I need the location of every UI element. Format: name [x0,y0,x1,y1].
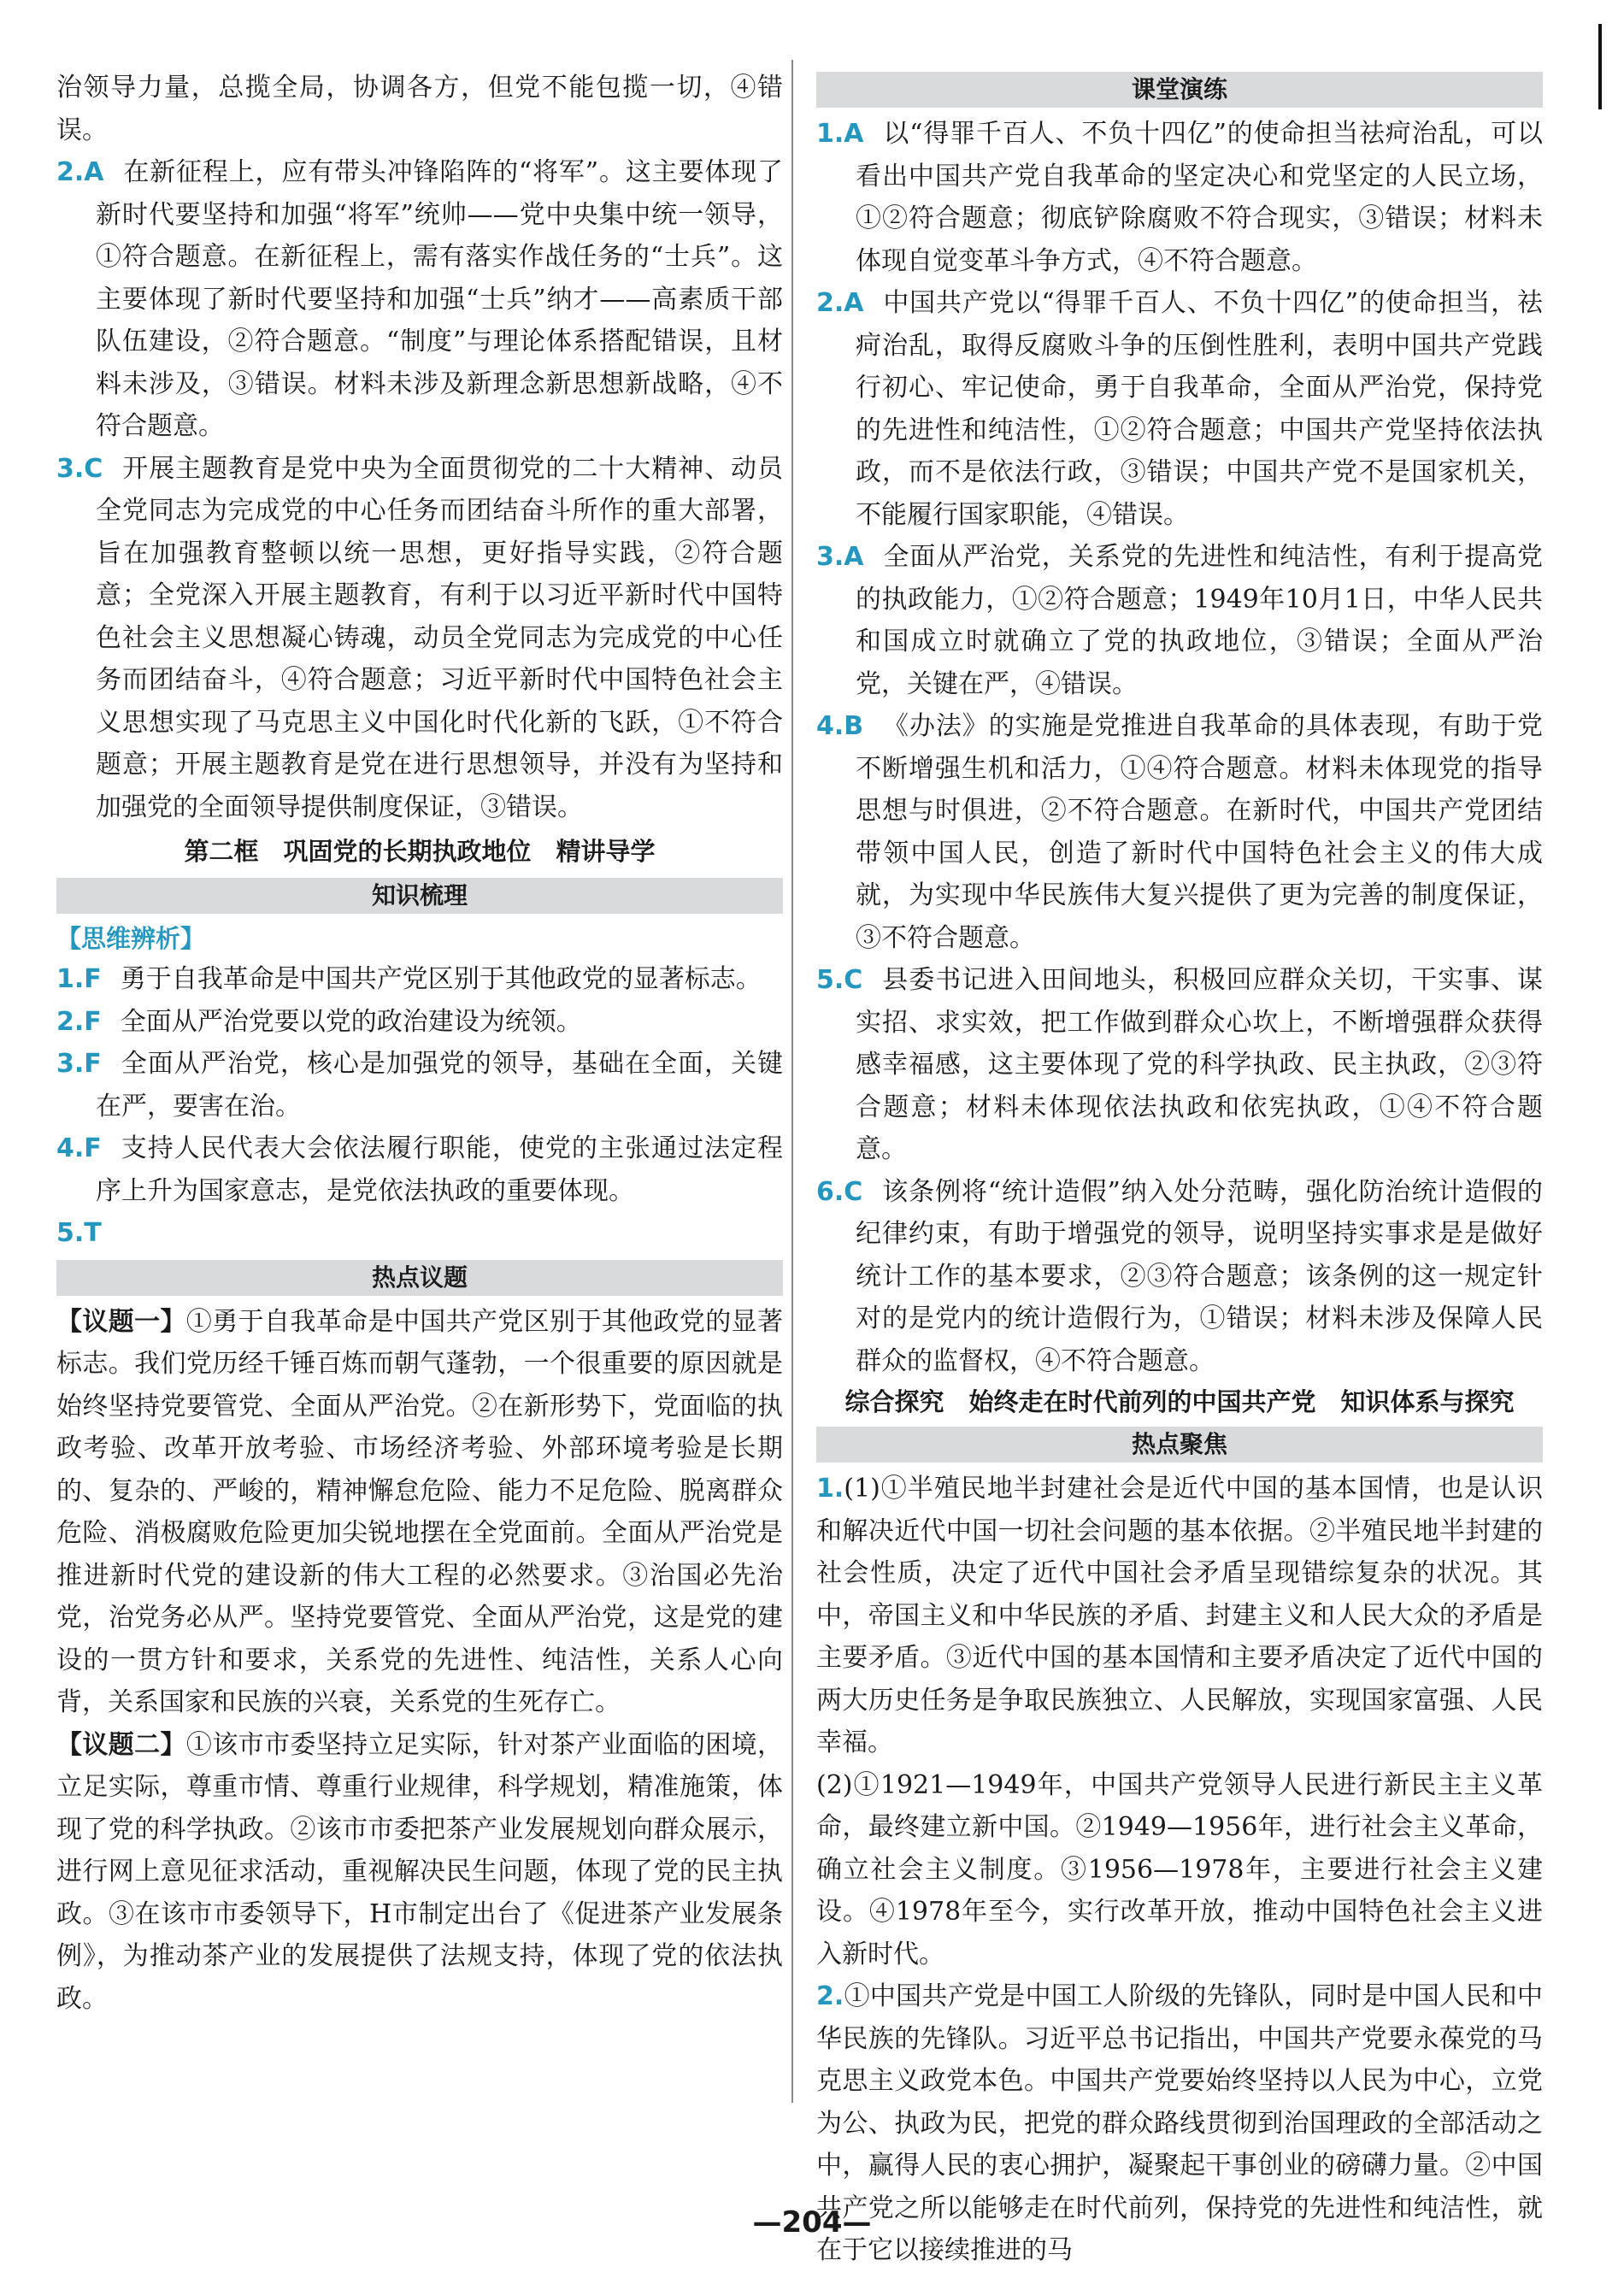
answer-item: 6.C 该条例将“统计造假”纳入处分范畴，强化防治统计造假的纪律约束，有助于增强党的领导，说明坚持实事求是是做好统计工作的基本要求，②③符合题意；该条例的这一规定针对的是党内的统计造假行为，①错误；材料未涉及保障人民群众的监督权，④不符合题意。 [816,1176,1543,1376]
judgment-item: 2.F 全面从严治党要以党的政治建设为统领。 [56,1006,582,1037]
section-bar-hot-focus: 热点聚焦 [816,1427,1543,1463]
answer-item: 3.A 全面从严治党，关系党的先进性和纯洁性，有利于提高党的执政能力，①②符合题意；1949年10月1日，中华人民共和国成立时就确立了党的执政地位，③错误；全面从严治党，关键在严，④错误。 [816,542,1543,699]
left-answers-1 [56,151,783,828]
section-title: 第二框 巩固党的长期执政地位 精讲导学 [184,837,656,866]
answer-item: 1.A 以“得罪千百人、不负十四亿”的使命担当祛疴治乱，可以看出中国共产党自我革命的坚定决心和党坚定的人民立场，①②符合题意；彻底铲除腐败不符合现实，③错误；材料未体现自觉变革斗争方式，④不符合题意。 [816,119,1543,276]
answer-item: 5.C 县委书记进入田间地头，积极回应群众关切，干实事、谋实招、求实效，把工作做到群众心坎上，不断增强群众获得感幸福感，这主要体现了党的科学执政、民主执政，②③符合题意；材料未体现依法执政和依宪执政，①④不符合题意。 [816,965,1543,1164]
section-title-comprehensive: 综合探究 始终走在时代前列的中国共产党 知识体系与探究 [844,1387,1515,1416]
right-answers [816,113,1543,1382]
judgment-item: 3.F 全面从严治党，核心是加强党的领导，基础在全面，关键在严，要害在治。 [56,1049,783,1121]
sub-label-thinking: 【思维辨析】 [56,924,206,953]
question-two: 2.①中国共产党是中国工人阶级的先锋队，同时是中国人民和中华民族的先锋队。习近平总书记指出，中国共产党要永葆党的马克思主义政党本色。中国共产党要始终坚持以人民为中心，立党为公、执政为民，把党的群众路线贯彻到治国理政的全部活动之中，赢得人民的衷心拥护，凝聚起干事创业的磅礴力量。②中国共产党之所以能够走在时代前列，保持党的先进性和纯洁性，就在于它以接续推进的马 [816,1981,1543,2265]
section-bar-classroom-practice: 课堂演练 [816,72,1543,108]
answer-item: 3.C 开展主题教育是党中央为全面贯彻党的二十大精神、动员全党同志为完成党的中心任务而团结奋斗所作的重大部署，旨在加强教育整顿以统一思想，更好指导实践，②符合题意；全党深入开展主题教育，有利于以习近平新时代中国特色社会主义思想凝心铸魂，动员全党同志为完成党的中心任务而团结奋斗，④符合题意；习近平新时代中国特色社会主义思想实现了马克思主义中国化时代化新的飞跃，①不符合题意；开展主题教育是党在进行思想领导，并没有为坚持和加强党的全面领导提供制度保证，③错误。 [56,453,783,822]
judgment-item: 5.T [56,1218,102,1248]
column-divider [791,60,793,2103]
corner-mark [1598,24,1602,109]
page-number: —204— [752,2205,872,2240]
topic-two: 【议题二】①该市市委坚持立足实际，针对茶产业面临的困境，立足实际，尊重市情、尊重行业规律，科学规划，精准施策，体现了党的科学执政。②该市市委把茶产业发展规划向群众展示，进行网上意见征求活动，重视解决民生问题，体现了党的民主执政。③在该市市委领导下，H市制定出台了《促进茶产业发展条例》，为推动茶产业的发展提供了法规支持，体现了党的依法执政。 [56,1729,784,2014]
topic-one: 【议题一】①勇于自我革命是中国共产党区别于其他政党的显著标志。我们党历经千锤百炼而朝气蓬勃，一个很重要的原因就是始终坚持党要管党、全面从严治党。②在新形势下，党面临的执政考验、改革开放考验、市场经济考验、外部环境考验是长期的、复杂的、严峻的，精神懈怠危险、能力不足危险、脱离群众危险、消极腐败危险更加尖锐地摆在全党面前。全面从严治党是推进新时代党的建设新的伟大工程的必然要求。③治国必先治党，治党务必从严。坚持党要管党、全面从严治党，这是党的建设的一贯方针和要求，关系党的先进性、纯洁性，关系人心向背，关系国家和民族的兴衰，关系党的生死存亡。 [56,1306,784,1717]
right-column [816,67,1543,2272]
judgment-item: 1.F 勇于自我革命是中国共产党区别于其他政党的显著标志。 [56,964,762,994]
question-one-part-one: 1.(1)①半殖民地半封建社会是近代中国的基本国情，也是认识和解决近代中国一切社会问题的基本依据。②半殖民地半封建的社会性质，决定了近代中国社会矛盾呈现错综复杂的状况。其中，帝国主义和中华民族的矛盾、封建主义和人民大众的矛盾是主要矛盾。③近代中国的基本国情和主要矛盾决定了近代中国的两大历史任务是争取民族独立、人民解放，实现国家富强、人民幸福。 [816,1474,1543,1757]
answer-item: 4.B 《办法》的实施是党推进自我革命的具体表现，有助于党不断增强生机和活力，①④符合题意。材料未体现党的指导思想与时俱进，②不符合题意。在新时代，中国共产党团结带领中国人民，创造了新时代中国特色社会主义的伟大成就，为实现中华民族伟大复兴提供了更为完善的制度保证，③不符合题意。 [816,711,1543,953]
answer-item: 2.A 中国共产党以“得罪千百人、不负十四亿”的使命担当，祛疴治乱，取得反腐败斗争的压倒性胜利，表明中国共产党践行初心、牢记使命，勇于自我革命，全面从严治党，保持党的先进性和纯洁性，①②符合题意；中国共产党坚持依法执政，而不是依法行政，③错误；中国共产党不是国家机关，不能履行国家职能，④错误。 [816,288,1543,530]
left-continued-paragraph: 治领导力量，总揽全局，协调各方，但党不能包揽一切，④错误。 [56,73,783,145]
judgment-item: 4.F 支持人民代表大会依法履行职能，使党的主张通过法定程序上升为国家意志，是党依法执政的重要体现。 [56,1133,783,1206]
section-bar-hot-topics: 热点议题 [56,1260,783,1296]
answer-item: 2.A 在新征程上，应有带头冲锋陷阵的“将军”。这主要体现了新时代要坚持和加强“将军”统帅——党中央集中统一领导，①符合题意。在新征程上，需有落实作战任务的“士兵”。这主要体现了新时代要坚持和加强“士兵”纳才——高素质干部队伍建设，②符合题意。“制度”与理论体系搭配错误，且材料未涉及，③错误。材料未涉及新理念新思想新战略，④不符合题意。 [56,157,783,441]
left-answers-2 [56,958,783,1255]
question-one-part-two: (2)①1921—1949年，中国共产党领导人民进行新民主主义革命，最终建立新中国。②1949—1956年，进行社会主义革命，确立社会主义制度。③1956—1978年，主要进行社会主义建设。④1978年至今，实行改革开放，推动中国特色社会主义进入新时代。 [816,1769,1543,1969]
section-bar-knowledge: 知识梳理 [56,878,783,914]
left-column [56,67,783,2020]
